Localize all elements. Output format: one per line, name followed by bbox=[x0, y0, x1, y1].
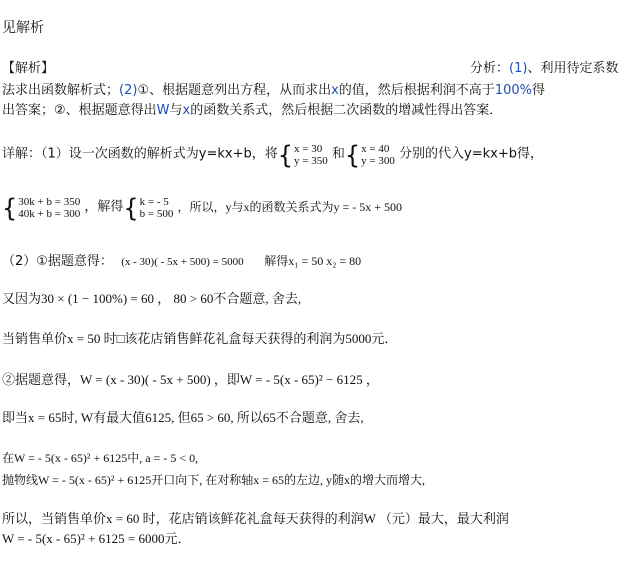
analysis-text: ①、根据题意列出方程，从而求出 bbox=[137, 83, 332, 98]
function-result: ，所以，y与x的函数关系式为y = - 5x + 500 bbox=[177, 200, 403, 215]
analysis-prefix: 分析： bbox=[470, 61, 510, 76]
answer-header: 见解析 bbox=[2, 20, 44, 36]
parabola-line: 抛物线W = - 5(x - 65)² + 6125开口向下, 在对称轴x = 65的左边, y随x的增大而增大, bbox=[2, 473, 425, 487]
left-brace: { bbox=[344, 140, 361, 170]
part-2-marker: (2) bbox=[119, 83, 138, 98]
point-system-2 bbox=[361, 143, 395, 167]
conclusion-line: 所以，当销售单价x = 60 时，花店销该鲜花礼盒每天获得的利润W （元）最大，最大利润 bbox=[2, 511, 509, 526]
part-1-marker: (1) bbox=[509, 61, 528, 76]
detail-line-1 bbox=[2, 140, 543, 170]
left-brace: { bbox=[2, 193, 18, 223]
analysis-line-2 bbox=[2, 84, 545, 99]
part2-line-1 bbox=[2, 255, 361, 270]
answer-sentence-1: 当销售单价x = 50 时□该花店销售鲜花礼盒每天获得的利润为5000元． bbox=[2, 331, 398, 346]
percent-value: 100% bbox=[494, 83, 532, 98]
part2-equation: (x - 30)( - 5x + 500) = 5000 bbox=[121, 256, 244, 268]
final-answer: W = - 5(x - 65)² + 6125 = 6000元． bbox=[2, 531, 191, 546]
system-row: y = 350 bbox=[294, 155, 328, 167]
profit-equation: ②据题意得，W = (x - 30)( - 5x + 500) ，即W = - 5(x - 65)² − 6125 ， bbox=[2, 372, 379, 387]
variable-x: x bbox=[331, 83, 339, 98]
detail-and: 和 bbox=[331, 146, 345, 162]
variable-x: x bbox=[182, 103, 191, 118]
equation-system bbox=[18, 196, 80, 220]
analysis-text: 得 bbox=[531, 83, 545, 98]
system-row: y = 300 bbox=[361, 155, 395, 167]
system-row: x = 40 bbox=[361, 143, 390, 155]
maximum-note: 即当x = 65时, W有最大值6125, 但65 > 60, 所以65不合题意, 舍去, bbox=[2, 410, 364, 425]
part2-solutions: 解得x₁ = 50 x₂ = 80 bbox=[264, 254, 362, 268]
detail-tail: 分别的代入y=kx+b得， bbox=[399, 146, 543, 162]
system-row: b = 500 bbox=[139, 208, 174, 220]
system-row: 30k + b = 350 bbox=[18, 196, 81, 208]
analysis-line-3 bbox=[2, 104, 502, 119]
system-row: k = - 5 bbox=[139, 196, 169, 208]
analysis-text: 与 bbox=[169, 103, 183, 118]
detail-intro: 详解：（1）设一次函数的解析式为y=kx+b，将 bbox=[2, 146, 278, 162]
system-row: 40k + b = 300 bbox=[18, 208, 81, 220]
analysis-text: 的函数关系式，然后根据二次函数的增减性得出答案． bbox=[190, 103, 503, 118]
analysis-line-1-tail: 、利用待定系数 bbox=[527, 61, 619, 76]
analysis-text: 法求出函数解析式； bbox=[2, 83, 120, 98]
analysis-line-1 bbox=[470, 62, 618, 77]
variable-W: W bbox=[156, 103, 170, 118]
left-brace: { bbox=[123, 193, 139, 223]
coefficient-line: 在W = - 5(x - 65)² + 6125中, a = - 5 < 0, bbox=[2, 451, 199, 465]
left-brace: { bbox=[277, 140, 294, 170]
solve-label: ，解得 bbox=[84, 199, 124, 215]
part2-label: （2）①据题意得： bbox=[2, 254, 113, 269]
analysis-text: 的值，然后根据利润不高于 bbox=[338, 83, 495, 98]
analysis-text: 出答案；②、根据题意得出 bbox=[2, 103, 157, 118]
detail-line-2 bbox=[2, 193, 403, 223]
solution-system bbox=[140, 196, 174, 220]
analysis-heading: 【解析】 bbox=[2, 61, 55, 76]
point-system-1 bbox=[294, 143, 328, 167]
range-check: 又因为30 × (1 − 100%) = 60 ， 80 > 60不合题意, 舍去, bbox=[2, 291, 302, 306]
system-row: x = 30 bbox=[294, 143, 323, 155]
